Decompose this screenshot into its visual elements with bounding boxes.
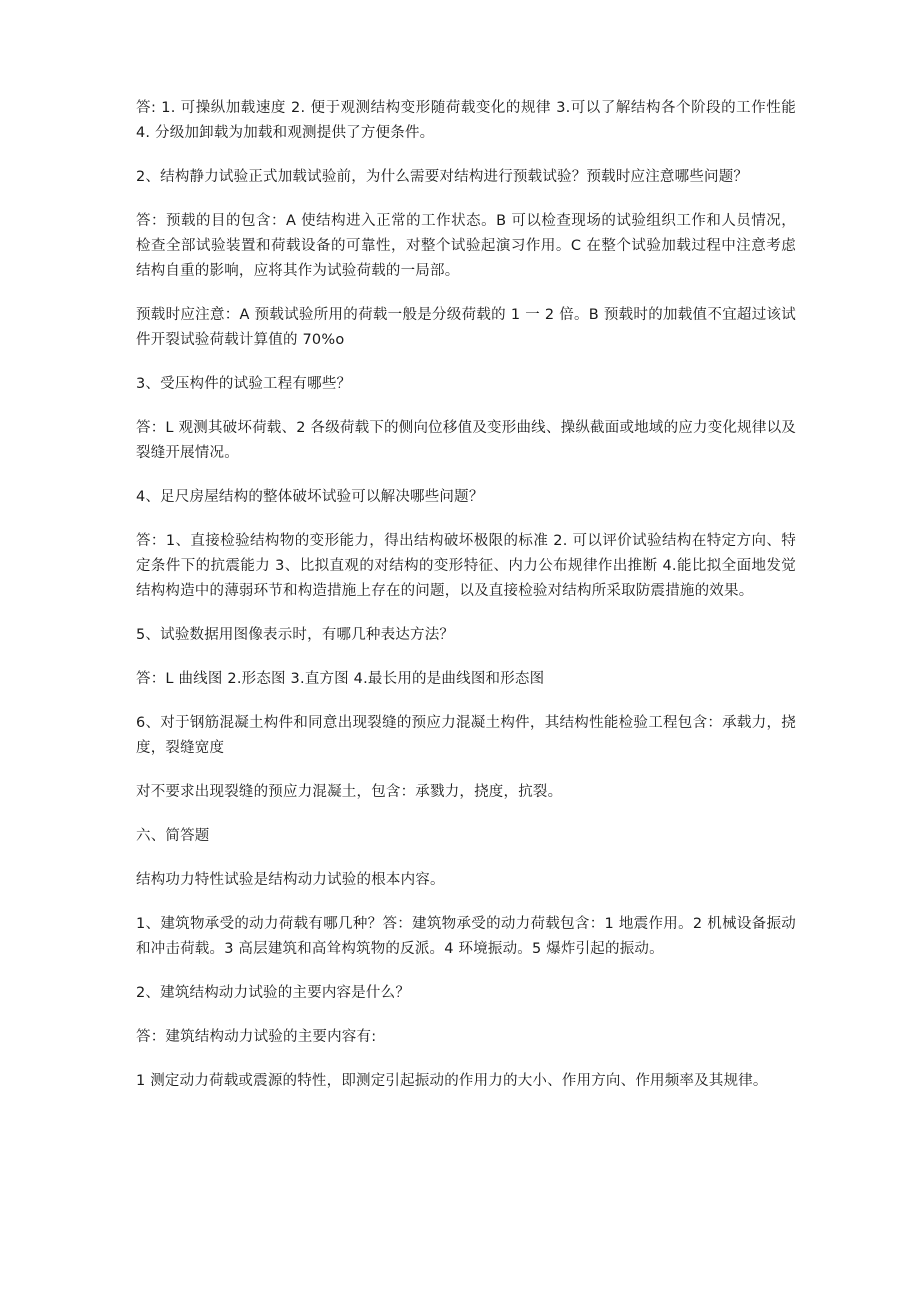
- question-paragraph: 6、对于钢筋混凝土构件和同意出现裂缝的预应力混凝土构件，其结构性能检验工程包含：承载力，挠度，裂缝宽度: [136, 715, 796, 756]
- question-paragraph: 4、足尺房屋结构的整体破坏试验可以解决哪些问题？: [136, 489, 484, 505]
- answer-paragraph: 1 测定动力荷载或震源的特性，即测定引起振动的作用力的大小、作用方向、作用频率及其规律。: [136, 1073, 768, 1089]
- answer-paragraph: 答: 1. 可操纵加载速度 2. 便于观测结构变形随荷载变化的规律 3.可以了解结构各个阶段的工作性能 4. 分级加卸载为加载和观测提供了方便条件。: [136, 100, 796, 141]
- question-paragraph: 5、试验数据用图像表示时，有哪几种表达方法？: [136, 627, 455, 643]
- section-heading: 六、简答题: [136, 828, 210, 844]
- body-paragraph: 结构功力特性试验是结构动力试验的根本内容。: [136, 872, 445, 888]
- answer-paragraph: 答：预载的目的包含：A 使结构进入正常的工作状态。B 可以检查现场的试验组织工作和人员情况，检查全部试验装置和荷载设备的可靠性，对整个试验起演习作用。C 在整个试验加载过程中注意考虑结构自重的影响，应将其作为试验荷载的一局部。: [136, 213, 796, 279]
- document-body: [136, 96, 796, 1113]
- question-paragraph: 3、受压构件的试验工程有哪些？: [136, 376, 352, 392]
- answer-paragraph: 答：建筑结构动力试验的主要内容有:: [136, 1029, 377, 1045]
- question-paragraph: 1、建筑物承受的动力荷载有哪几种？答：建筑物承受的动力荷载包含：1 地震作用。2 机械设备振动和冲击荷载。3 高层建筑和高耸构筑物的反派。4 环境振动。5 爆炸引起的振动。: [136, 916, 796, 957]
- answer-paragraph: 答：L 观测其破坏荷载、2 各级荷载下的侧向位移值及变形曲线、操纵截面或地域的应力变化规律以及裂缝开展情况。: [136, 420, 796, 461]
- answer-paragraph: 答：L 曲线图 2.形态图 3.直方图 4.最长用的是曲线图和形态图: [136, 671, 545, 687]
- question-paragraph: 2、建筑结构动力试验的主要内容是什么？: [136, 985, 411, 1001]
- question-paragraph: 2、结构静力试验正式加载试验前，为什么需要对结构进行预载试验？预载时应注意哪些问题？: [136, 169, 749, 185]
- answer-paragraph: 答：1、直接检验结构物的变形能力，得出结构破坏极限的标准 2. 可以评价试验结构在特定方向、特定条件下的抗震能力 3、比拟直观的对结构的变形特征、内力公布规律作出推断 4.能比拟全面地发觉结构构造中的薄弱环节和构造措施上存在的问题，以及直接检验对结构所采取防震措施的效果。: [136, 533, 796, 599]
- note-paragraph: 预载时应注意：A 预载试验所用的荷载一般是分级荷载的 1 一 2 倍。B 预载时的加载值不宜超过该试件开裂试验荷载计算值的 70%o: [136, 307, 796, 348]
- note-paragraph: 对不要求出现裂缝的预应力混凝土，包含：承戮力，挠度，抗裂。: [136, 784, 563, 800]
